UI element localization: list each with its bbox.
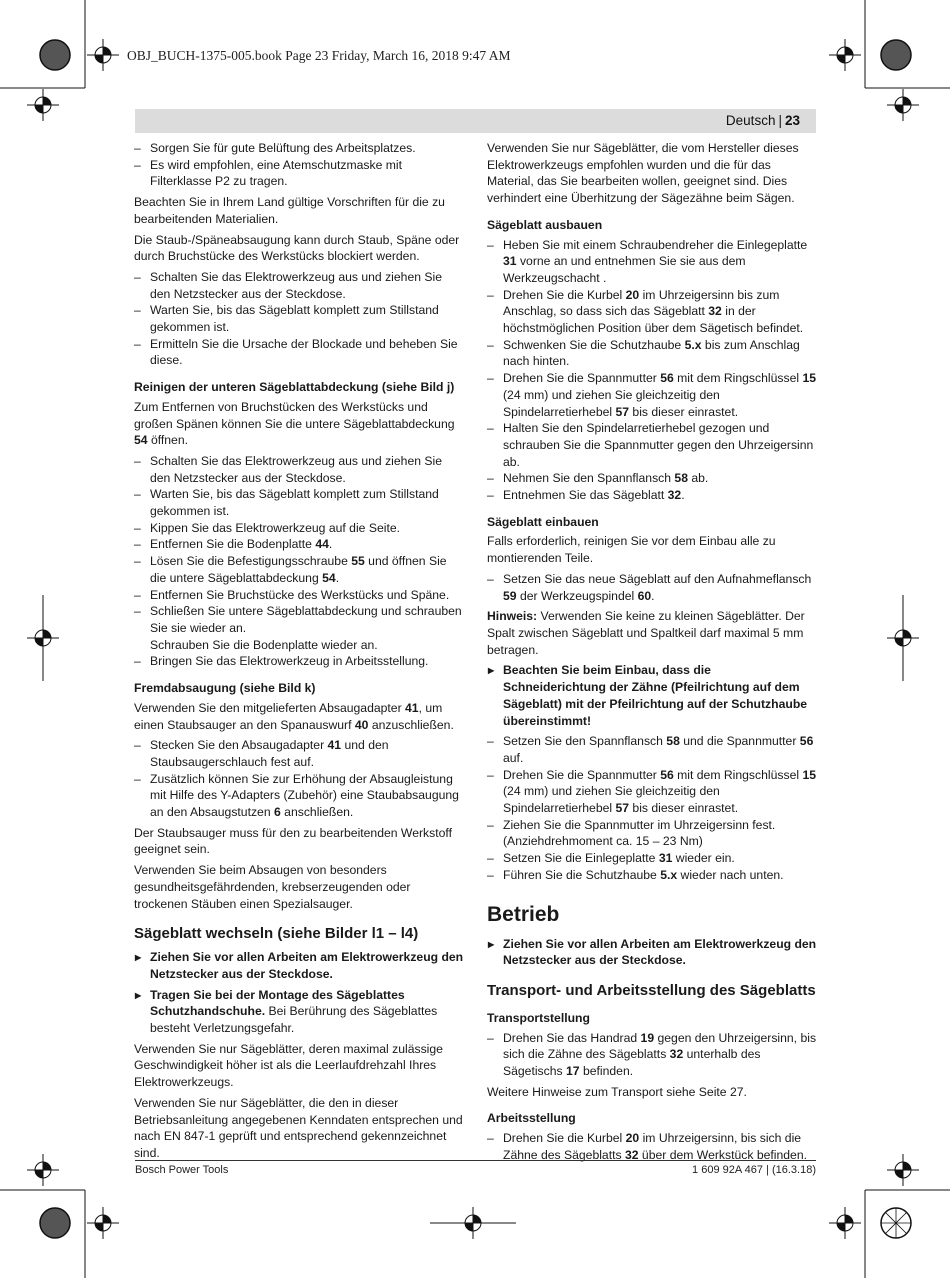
paragraph: Beachten Sie in Ihrem Land gültige Vorschriften für die zu bearbeitenden Materialien. [134,195,445,226]
list-item: – Schalten Sie das Elektrowerkzeug aus und ziehen Sie den Netzstecker aus der Steckdose. [134,453,464,486]
list-item: – Warten Sie, bis das Sägeblatt komplett zum Stillstand gekommen ist. [134,486,464,519]
section-heading-betrieb: Betrieb [487,902,560,926]
paragraph: Verwenden Sie beim Absaugen von besonders gesundheitsgefährdenden, krebserzeugenden oder trockenen Stäuben einen Spezialsauger. [134,863,411,911]
list-item: – Drehen Sie die Spannmutter 56 mit dem Ringschlüssel 15 (24 mm) und ziehen Sie gleichzeitig den Spindelarretierhebel 57 bis dieser einrastet. [487,370,817,420]
header-separator: | [778,113,782,128]
paragraph: Weitere Hinweise zum Transport siehe Seite 27. [487,1084,747,1099]
warning-list [134,949,464,1037]
paragraph: Verwenden Sie nur Sägeblätter, die den in dieser Betriebsanleitung angegebenen Kenndaten entsprechen und nach EN 847-1 geprüft und entsprechend gekennzeichnet sind. [134,1095,463,1160]
list-item: – Führen Sie die Schutzhaube 5.x wieder nach unten. [487,867,817,884]
section-heading-ausbauen: Sägeblatt ausbauen [487,217,603,232]
list-item: – Heben Sie mit einem Schraubendreher die Einlegeplatte 31 vorne an und entnehmen Sie sie aus dem Werkzeugschacht . [487,237,817,287]
list-item: – Stecken Sie den Absaugadapter 41 und den Staubsaugerschlauch fest auf. [134,737,464,770]
warning-item: ▶ Ziehen Sie vor allen Arbeiten am Elektrowerkzeug den Netzstecker aus der Steckdose. [134,949,464,982]
list-item: – Schließen Sie untere Sägeblattabdeckung und schrauben Sie sie wieder an. Schrauben Sie die Bodenplatte wieder an. [134,603,464,653]
list-item: – Lösen Sie die Befestigungsschraube 55 und öffnen Sie die untere Sägeblattabdeckung 54. [134,553,464,586]
paragraph: Verwenden Sie den mitgelieferten Absaugadapter 41, um einen Staubsauger an den Spanauswurf 40 anzuschließen. [134,700,454,732]
install-steps-list [487,733,817,883]
footer-rule [135,1160,816,1161]
list-item: – Nehmen Sie den Spannflansch 58 ab. [487,470,817,487]
list-item: – Ermitteln Sie die Ursache der Blockade und beheben Sie diese. [134,336,464,369]
extraction-list [134,737,464,821]
list-item: – Setzen Sie die Einlegeplatte 31 wieder ein. [487,850,817,867]
header-label [726,113,800,128]
warning-item: ▶ Tragen Sie bei der Montage des Sägeblattes Schutzhandschuhe. Bei Berührung des Sägeblattes besteht Verletzungsgefahr. [134,987,464,1037]
paragraph: Falls erforderlich, reinigen Sie vor dem Einbau alle zu montierenden Teile. [487,534,776,566]
ventilation-list [134,140,464,190]
list-item: – Drehen Sie die Kurbel 20 im Uhrzeigersinn bis zum Anschlag, so dass sich das Sägeblatt 32 in der höchstmöglichen Position über dem Sägetisch befindet. [487,287,817,337]
section-heading-transport: Transport- und Arbeitsstellung des Sägeblatts [487,981,816,999]
paragraph: Der Staubsauger muss für den zu bearbeitenden Werkstoff geeignet sein. [134,825,452,857]
footer-brand: Bosch Power Tools [135,1164,229,1176]
transport-list [487,1030,817,1080]
cleaning-steps-list [134,453,464,670]
warning-item: ▶ Ziehen Sie vor allen Arbeiten am Elektrowerkzeug den Netzstecker aus der Steckdose. [487,936,817,969]
list-item: – Warten Sie, bis das Sägeblatt komplett zum Stillstand gekommen ist. [134,302,464,335]
warning-list [487,662,817,729]
header-language: Deutsch [725,113,776,128]
section-heading-saegeblatt-wechseln: Sägeblatt wechseln (siehe Bilder l1 – l4) [134,925,419,943]
warning-list [487,936,817,969]
list-item: – Zusätzlich können Sie zur Erhöhung der Absaugleistung mit Hilfe des Y-Adapters (Zubehör) eine Staubabsaugung an den Absaugstutzen 6 anschließen. [134,771,464,821]
removal-steps-list [487,237,817,504]
list-item: – Drehen Sie die Spannmutter 56 mit dem Ringschlüssel 15 (24 mm) und ziehen Sie gleichzeitig den Spindelarretierhebel 57 bis dieser einrastet. [487,767,817,817]
list-item: – Drehen Sie das Handrad 19 gegen den Uhrzeigersinn, bis sich die Zähne des Sägeblatts 32 unterhalb des Sägetischs 17 befinden. [487,1030,817,1080]
right-column [487,140,817,1168]
left-column [134,140,464,1166]
list-item: – Setzen Sie den Spannflansch 58 und die Spannmutter 56 auf. [487,733,817,766]
install-step-list [487,571,817,604]
list-item: – Drehen Sie die Kurbel 20 im Uhrzeigersinn, bis sich die Zähne des Sägeblatts 32 über dem Werkstück befinden. [487,1130,817,1163]
blockade-list [134,269,464,369]
section-heading-transportstellung: Transportstellung [487,1010,590,1025]
list-item: – Entfernen Sie Bruchstücke des Werkstücks und Späne. [134,587,464,604]
list-item: – Sorgen Sie für gute Belüftung des Arbeitsplatzes. [134,140,464,157]
list-item: – Halten Sie den Spindelarretierhebel gezogen und schrauben Sie die Spannmutter gegen den Uhrzeigersinn ab. [487,420,817,470]
warning-item: ▶ Beachten Sie beim Einbau, dass die Schneiderichtung der Zähne (Pfeilrichtung auf dem Sägeblatt) mit der Pfeilrichtung auf der Schutzhaube übereinstimmt! [487,662,817,729]
section-heading-arbeitsstellung: Arbeitsstellung [487,1111,576,1126]
hint-paragraph: Hinweis: Verwenden Sie keine zu kleinen Sägeblätter. Der Spalt zwischen Sägeblatt und Spaltkeil darf maximal 5 mm betragen. [487,609,805,657]
paragraph: Verwenden Sie nur Sägeblätter, deren maximal zulässige Geschwindigkeit höher ist als die Leerlaufdrehzahl Ihres Elektrowerkzeugs. [134,1041,443,1090]
section-heading-fremdabsaugung: Fremdabsaugung (siehe Bild k) [134,681,316,696]
list-item: – Ziehen Sie die Spannmutter im Uhrzeigersinn fest. (Anziehdrehmoment ca. 15 – 23 Nm) [487,817,817,850]
list-item: – Schwenken Sie die Schutzhaube 5.x bis zum Anschlag nach hinten. [487,337,817,370]
paragraph: Zum Entfernen von Bruchstücken des Werkstücks und großen Spänen können Sie die untere Sägeblattabdeckung 54 öffnen. [134,399,455,448]
paragraph: Verwenden Sie nur Sägeblätter, die vom Hersteller dieses Elektrowerkzeugs empfohlen wurden und die für das Material, das Sie bearbeiten wollen, geeignet sind. Dies verhindert eine Überhitzung der Sägezähne beim Sägen. [487,141,799,206]
list-item: – Entnehmen Sie das Sägeblatt 32. [487,487,817,504]
working-position-list [487,1130,817,1163]
page-number: 23 [784,113,800,128]
list-item: – Entfernen Sie die Bodenplatte 44. [134,536,464,553]
list-item: – Bringen Sie das Elektrowerkzeug in Arbeitsstellung. [134,653,464,670]
page-header [135,109,816,133]
list-item: – Es wird empfohlen, eine Atemschutzmaske mit Filterklasse P2 zu tragen. [134,157,464,190]
print-slug: OBJ_BUCH-1375-005.book Page 23 Friday, March 16, 2018 9:47 AM [127,48,511,63]
section-heading-einbauen: Sägeblatt einbauen [487,514,599,529]
section-heading-reinigen: Reinigen der unteren Sägeblattabdeckung (siehe Bild j) [134,380,455,395]
list-item: – Setzen Sie das neue Sägeblatt auf den Aufnahmeflansch 59 der Werkzeugspindel 60. [487,571,817,604]
list-item: – Kippen Sie das Elektrowerkzeug auf die Seite. [134,520,464,537]
paragraph: Die Staub-/Späneabsaugung kann durch Staub, Späne oder durch Bruchstücke des Werkstücks blockiert werden. [134,232,460,264]
footer-docnumber: 1 609 92A 467 | (16.3.18) [692,1164,816,1176]
list-item: – Schalten Sie das Elektrowerkzeug aus und ziehen Sie den Netzstecker aus der Steckdose. [134,269,464,302]
